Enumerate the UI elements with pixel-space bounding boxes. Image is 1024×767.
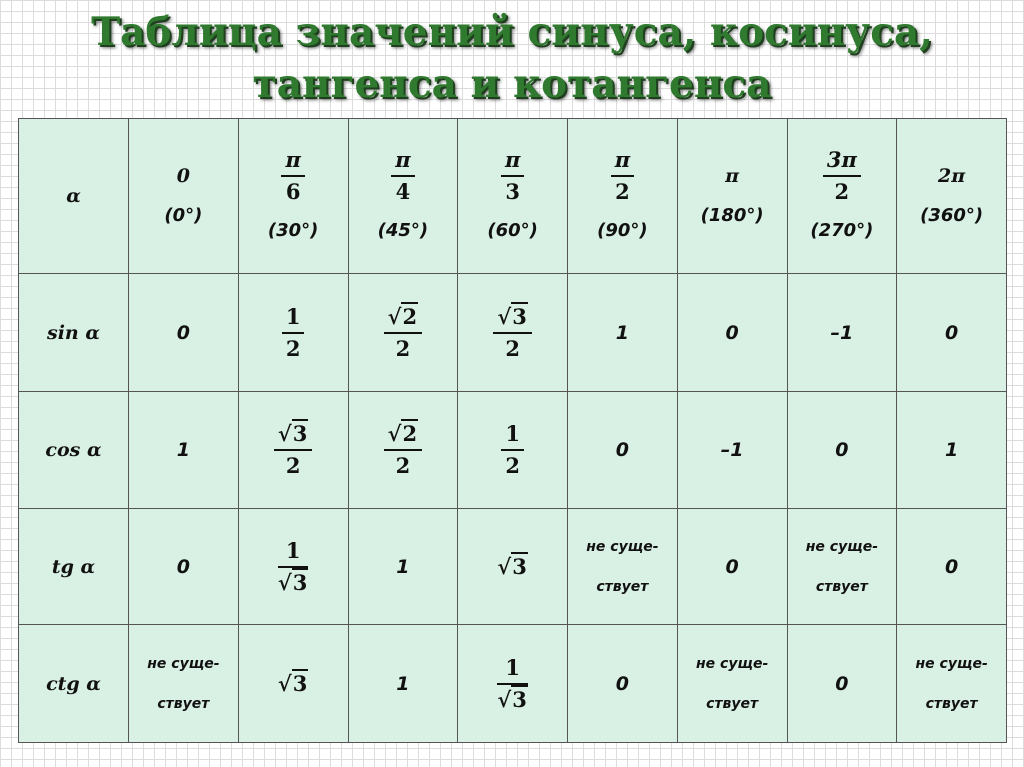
radicand: 3: [292, 569, 308, 595]
denominator: 2: [395, 453, 411, 478]
angle-denominator: 2: [834, 179, 850, 204]
angle-header-cell: [458, 119, 568, 274]
angle-value: 0: [176, 165, 190, 187]
value-cell: [348, 274, 458, 392]
denominator: 2: [285, 453, 301, 478]
value-cell: [348, 392, 458, 509]
angle-numerator: 3π: [826, 147, 857, 172]
square-root: √3: [277, 569, 308, 595]
fraction: [493, 303, 531, 363]
table-row: [19, 509, 1007, 625]
denominator: 2: [285, 335, 301, 361]
fraction-bar: [611, 175, 634, 177]
angle-value: 2π: [938, 165, 966, 187]
value-text: 0: [725, 321, 739, 344]
fraction-bar: [493, 332, 531, 334]
value-text: 0: [945, 321, 959, 344]
angle-header-cell: [348, 119, 458, 274]
radicand: 3: [292, 671, 308, 696]
fraction-bar: [501, 175, 524, 177]
fraction: [282, 303, 305, 363]
value-cell: [897, 274, 1007, 392]
fraction: [391, 146, 414, 206]
fraction: [501, 146, 524, 206]
angle-degrees: (45°): [377, 220, 429, 241]
angle-header-cell: [129, 119, 239, 274]
value-text: 1: [615, 321, 629, 344]
value-text: 0: [615, 439, 629, 461]
not-exists-line-1: не суще-: [915, 655, 988, 672]
value-cell: [677, 392, 787, 509]
value-text: 0: [615, 672, 629, 695]
angle-denominator: 6: [285, 179, 301, 204]
value-text: 0: [835, 672, 849, 695]
fraction: [611, 146, 634, 206]
not-exists-line-1: не суще-: [805, 538, 878, 555]
square-root: √3: [497, 686, 527, 712]
angle-degrees: (30°): [267, 220, 319, 241]
numerator: 1: [285, 537, 301, 563]
numerator: 1: [505, 421, 520, 446]
value-cell: [458, 392, 568, 509]
value-text: 1: [176, 439, 190, 461]
fraction: [497, 654, 527, 714]
value-cell: [787, 625, 897, 743]
value-text: 0: [176, 321, 190, 344]
value-cell: [238, 392, 348, 509]
page-title: [0, 6, 1024, 110]
value-cell: [677, 509, 787, 625]
value-cell: [458, 509, 568, 625]
not-exists-line-2: ствует: [157, 695, 210, 712]
value-cell: [348, 625, 458, 743]
radicand: 3: [292, 421, 308, 446]
angle-degrees: (180°): [700, 205, 764, 226]
table-row: [19, 625, 1007, 743]
value-text: 0: [945, 555, 959, 578]
fraction: [384, 303, 422, 363]
value-cell: [348, 509, 458, 625]
value-cell: [677, 274, 787, 392]
angle-header-cell: [568, 119, 678, 274]
value-text: –1: [830, 321, 854, 344]
angle-numerator: π: [504, 147, 521, 172]
not-exists-line-2: ствует: [815, 578, 868, 595]
angle-numerator: π: [395, 147, 411, 172]
function-label: tg α: [19, 509, 129, 625]
value-cell: [568, 274, 678, 392]
alpha-symbol: α: [66, 185, 81, 207]
not-exists-line-1: не суще-: [586, 538, 659, 555]
not-exists-line-2: ствует: [706, 695, 759, 712]
value-cell: [897, 392, 1007, 509]
fraction-bar: [391, 175, 414, 177]
value-cell: [238, 625, 348, 743]
not-exists-line-1: не суще-: [147, 655, 220, 672]
fraction: [823, 146, 861, 206]
angle-value: π: [725, 165, 740, 187]
fraction: [278, 537, 308, 597]
angle-header-cell: [897, 119, 1007, 274]
value-text: 1: [396, 555, 410, 578]
square-root: √3: [497, 303, 527, 329]
value-text: 0: [176, 555, 190, 578]
angle-numerator: π: [614, 147, 631, 172]
angle-degrees: (60°): [487, 220, 538, 241]
angle-degrees: (0°): [164, 205, 203, 226]
radicand: 3: [512, 686, 527, 712]
angle-numerator: π: [285, 147, 301, 172]
value-cell: [238, 274, 348, 392]
value-text: –1: [720, 439, 744, 461]
denominator: 2: [395, 335, 411, 361]
denominator: 2: [505, 453, 520, 478]
fraction-bar: [274, 449, 312, 451]
not-exists-line-2: ствует: [925, 695, 978, 712]
denominator: 2: [505, 335, 520, 361]
square-root: √3: [277, 671, 308, 696]
value-cell: [787, 509, 897, 625]
value-cell: [677, 625, 787, 743]
value-text: 0: [725, 555, 739, 578]
function-label: cos α: [19, 392, 129, 509]
value-cell: [897, 625, 1007, 743]
title-line-1: Таблица значений синуса, косинуса,: [91, 9, 933, 55]
table-row: [19, 274, 1007, 392]
value-cell: [568, 625, 678, 743]
value-cell: [238, 509, 348, 625]
fraction-bar: [281, 175, 304, 177]
trig-values-table: [18, 118, 1007, 743]
numerator: 1: [285, 303, 301, 329]
value-cell: [787, 274, 897, 392]
fraction-bar: [282, 332, 305, 334]
function-label: sin α: [19, 274, 129, 392]
not-exists-line-1: не суще-: [696, 655, 769, 672]
value-cell: [129, 392, 239, 509]
title-line-2: тангенса и котангенса: [252, 61, 772, 107]
square-root: √3: [497, 554, 527, 579]
fraction: [384, 420, 422, 480]
value-cell: [458, 625, 568, 743]
angle-denominator: 2: [615, 179, 630, 204]
radicand: 2: [402, 303, 418, 329]
value-cell: [129, 509, 239, 625]
header-alpha-cell: [19, 119, 129, 274]
angle-header-cell: [787, 119, 897, 274]
numerator: 1: [505, 654, 520, 680]
fraction: [501, 420, 524, 480]
value-text: 1: [945, 439, 959, 461]
value-cell: [458, 274, 568, 392]
angle-header-cell: [677, 119, 787, 274]
value-cell: [129, 625, 239, 743]
radicand: 3: [512, 303, 527, 329]
value-cell: [897, 509, 1007, 625]
value-cell: [568, 392, 678, 509]
radicand: 3: [512, 554, 527, 579]
fraction: [274, 420, 312, 480]
square-root: √2: [387, 421, 418, 446]
table-row: [19, 392, 1007, 509]
fraction: [281, 146, 304, 206]
square-root: √2: [387, 303, 418, 329]
fraction-bar: [823, 175, 861, 177]
header-row: [19, 119, 1007, 274]
value-text: 1: [396, 672, 410, 695]
angle-degrees: (270°): [810, 220, 874, 241]
angle-degrees: (360°): [920, 205, 984, 226]
fraction-bar: [501, 449, 524, 451]
angle-header-cell: [238, 119, 348, 274]
value-cell: [568, 509, 678, 625]
value-cell: [787, 392, 897, 509]
value-cell: [129, 274, 239, 392]
angle-degrees: (90°): [597, 220, 648, 241]
not-exists-line-2: ствует: [596, 578, 649, 595]
function-label: ctg α: [19, 625, 129, 743]
angle-denominator: 4: [395, 179, 411, 204]
radicand: 2: [402, 421, 418, 446]
angle-denominator: 3: [505, 179, 520, 204]
fraction-bar: [384, 332, 422, 334]
fraction-bar: [384, 449, 422, 451]
square-root: √3: [277, 421, 308, 446]
value-text: 0: [835, 439, 849, 461]
